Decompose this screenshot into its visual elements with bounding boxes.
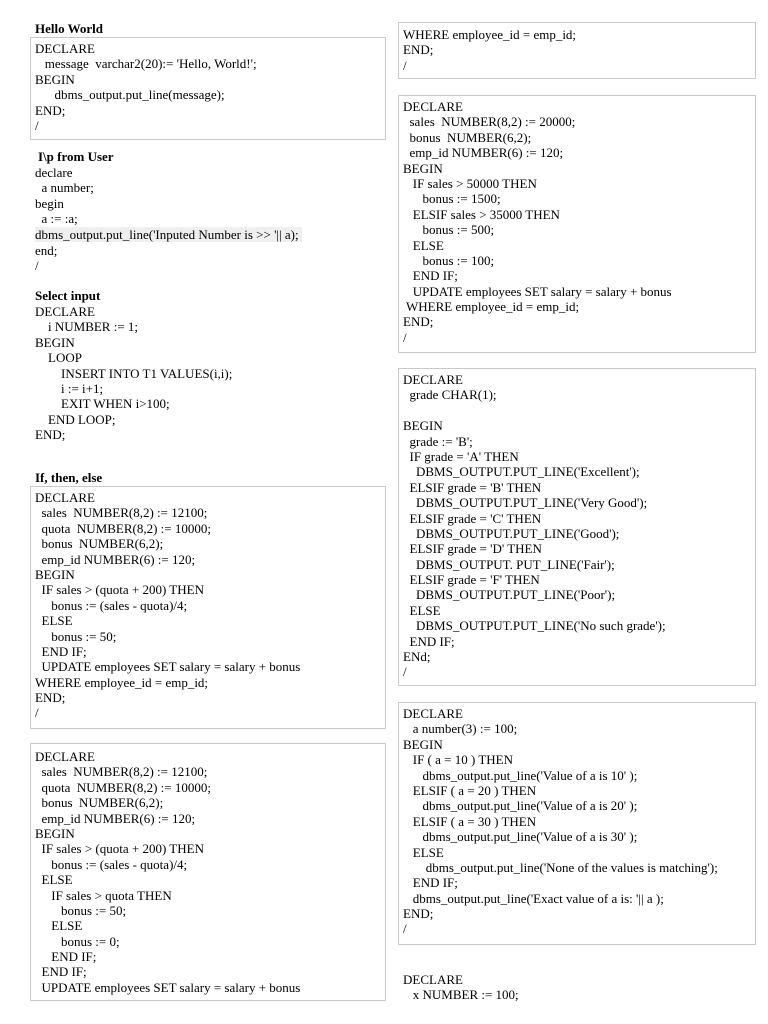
code-line: END IF; <box>35 949 97 965</box>
code-line: declare <box>35 165 73 180</box>
code-line: DECLARE <box>403 372 463 387</box>
code-line: BEGIN <box>403 736 443 752</box>
code-block-hello-world <box>30 37 386 140</box>
code-line: end; <box>35 242 58 258</box>
code-line: bonus := (sales - quota)/4; <box>35 856 188 872</box>
code-block-input-from-user <box>30 149 386 273</box>
code-line: dbms_output.put_line('Exact value of a is: '|| a ); <box>403 890 664 906</box>
code-line: WHERE employee_id = emp_id; <box>403 299 580 315</box>
section-title-input-from-user: I\p from User <box>38 149 114 164</box>
code-line: BEGIN <box>403 160 443 176</box>
code-line: END; <box>35 102 66 118</box>
code-line: grade := 'B'; <box>403 433 473 449</box>
code-block-grade <box>398 368 756 686</box>
code-line: END; <box>35 427 66 443</box>
code-line: bonus := 100; <box>403 252 495 268</box>
code-line: END IF; <box>403 268 458 284</box>
code-line: bonus NUMBER(6,2); <box>35 795 164 811</box>
section-title-select-input: Select input <box>35 288 101 303</box>
code-line: dbms_output.put_line('Value of a is 30' ); <box>403 829 638 845</box>
code-line: BEGIN <box>35 334 75 350</box>
code-line: / <box>403 664 407 680</box>
code-line: ELSE <box>403 844 444 860</box>
code-line-highlighted: dbms_output.put_line('Inputed Number is >> '|| a); <box>35 227 302 242</box>
code-line: / <box>35 705 39 721</box>
code-line: dbms_output.put_line('Value of a is 20' ); <box>403 798 638 814</box>
code-line: ELSE <box>35 918 83 934</box>
code-line: bonus := (sales - quota)/4; <box>35 597 188 613</box>
code-line: ELSIF ( a = 20 ) THEN <box>403 782 537 798</box>
code-line: ELSIF ( a = 30 ) THEN <box>403 813 537 829</box>
code-line: begin <box>35 195 64 211</box>
code-line: bonus := 50; <box>35 628 117 644</box>
code-block-select-input <box>30 288 386 443</box>
code-line: bonus NUMBER(6,2); <box>403 129 532 145</box>
code-line: sales NUMBER(8,2) := 12100; <box>35 505 208 521</box>
code-line: DBMS_OUTPUT.PUT_LINE('Excellent'); <box>403 464 640 480</box>
code-line: INSERT INTO T1 VALUES(i,i); <box>35 365 233 381</box>
code-line: message varchar2(20):= 'Hello, World!'; <box>35 56 257 72</box>
code-line: bonus := 500; <box>403 222 495 238</box>
code-line: emp_id NUMBER(6) := 120; <box>403 145 564 161</box>
code-line: DBMS_OUTPUT.PUT_LINE('No such grade'); <box>403 618 666 634</box>
code-block-nested-if-end <box>398 22 756 79</box>
code-line: LOOP <box>35 350 82 366</box>
code-line: emp_id NUMBER(6) := 120; <box>35 810 196 826</box>
code-line: DECLARE <box>403 706 463 721</box>
code-line: END IF; <box>403 875 458 891</box>
code-line: quota NUMBER(8,2) := 10000; <box>35 779 211 795</box>
code-line: / <box>403 57 407 73</box>
code-line: END; <box>403 42 434 58</box>
code-line: a number; <box>35 180 94 196</box>
code-line: DECLARE <box>35 749 95 764</box>
code-line: emp_id NUMBER(6) := 120; <box>35 551 196 567</box>
code-line: IF sales > (quota + 200) THEN <box>35 841 204 857</box>
code-line: ELSIF grade = 'B' THEN <box>403 479 542 495</box>
code-line: dbms_output.put_line(message); <box>35 87 225 103</box>
code-line: a := :a; <box>35 211 78 227</box>
code-line: i := i+1; <box>35 380 104 396</box>
code-line: ELSIF grade = 'D' THEN <box>403 541 542 557</box>
code-line: / <box>35 257 39 273</box>
code-line: IF grade = 'A' THEN <box>403 448 519 464</box>
code-line: IF sales > (quota + 200) THEN <box>35 582 204 598</box>
code-line: i NUMBER := 1; <box>35 319 139 335</box>
code-block-x-number <box>398 972 756 1003</box>
code-block-if-then-else <box>30 486 386 729</box>
code-line: a number(3) := 100; <box>403 721 518 737</box>
code-line: ELSE <box>35 613 73 629</box>
code-line: END LOOP; <box>35 411 116 427</box>
code-line: grade CHAR(1); <box>403 387 497 403</box>
code-line: BEGIN <box>35 825 75 841</box>
code-line: BEGIN <box>35 566 75 582</box>
code-line: END IF; <box>403 633 455 649</box>
code-line: ELSE <box>403 602 441 618</box>
code-line: IF ( a = 10 ) THEN <box>403 752 513 768</box>
code-line: bonus := 0; <box>35 933 120 949</box>
code-line: BEGIN <box>403 418 443 434</box>
code-line: EXIT WHEN i>100; <box>35 396 170 412</box>
code-line: DECLARE <box>35 41 95 56</box>
code-line: DECLARE <box>403 972 463 987</box>
code-line: DECLARE <box>35 490 95 505</box>
code-line: BEGIN <box>35 71 75 87</box>
code-line: UPDATE employees SET salary = salary + bonus <box>35 659 301 675</box>
code-line: END; <box>403 314 434 330</box>
code-block-value-of-a <box>398 702 756 945</box>
code-line: DBMS_OUTPUT.PUT_LINE('Poor'); <box>403 587 616 603</box>
code-line: bonus := 50; <box>35 902 127 918</box>
code-line: END; <box>35 690 66 706</box>
code-line: IF sales > quota THEN <box>35 887 172 903</box>
code-line: sales NUMBER(8,2) := 20000; <box>403 114 576 130</box>
code-line: ELSIF grade = 'C' THEN <box>403 510 542 526</box>
code-line: sales NUMBER(8,2) := 12100; <box>35 764 208 780</box>
code-line: ELSE <box>403 237 444 253</box>
code-block-elsif-sales <box>398 95 756 353</box>
code-line: DBMS_OUTPUT. PUT_LINE('Fair'); <box>403 556 615 572</box>
code-line: WHERE employee_id = emp_id; <box>35 674 209 690</box>
code-line: bonus NUMBER(6,2); <box>35 536 164 552</box>
code-line: bonus := 1500; <box>403 191 501 207</box>
code-block-nested-if <box>30 743 386 1001</box>
code-line: ELSIF grade = 'F' THEN <box>403 572 540 588</box>
code-line: x NUMBER := 100; <box>403 987 519 1003</box>
code-line: / <box>403 329 407 345</box>
code-line: END; <box>403 906 434 922</box>
section-title-if-then-else: If, then, else <box>35 470 103 485</box>
section-title-hello-world: Hello World <box>35 21 104 36</box>
code-line: dbms_output.put_line('Value of a is 10' ); <box>403 767 638 783</box>
code-line: / <box>403 921 407 937</box>
code-line: ENd; <box>403 649 431 665</box>
code-line: DECLARE <box>403 99 463 114</box>
code-line: ELSE <box>35 872 73 888</box>
code-line: IF sales > 50000 THEN <box>403 175 537 191</box>
code-line: UPDATE employees SET salary = salary + bonus <box>35 979 301 995</box>
code-line: END IF; <box>35 643 87 659</box>
code-lines <box>35 41 381 133</box>
code-line: / <box>35 117 39 133</box>
code-line: ELSIF sales > 35000 THEN <box>403 206 560 222</box>
code-line: DBMS_OUTPUT.PUT_LINE('Good'); <box>403 525 620 541</box>
code-line: dbms_output.put_line('None of the values is matching'); <box>403 859 718 875</box>
code-line <box>403 403 751 418</box>
code-line: WHERE employee_id = emp_id; <box>403 27 577 42</box>
code-line: DECLARE <box>35 304 95 319</box>
code-line: END IF; <box>35 964 87 980</box>
code-line: quota NUMBER(8,2) := 10000; <box>35 520 211 536</box>
code-line: UPDATE employees SET salary = salary + bonus <box>403 283 672 299</box>
code-line: DBMS_OUTPUT.PUT_LINE('Very Good'); <box>403 495 648 511</box>
